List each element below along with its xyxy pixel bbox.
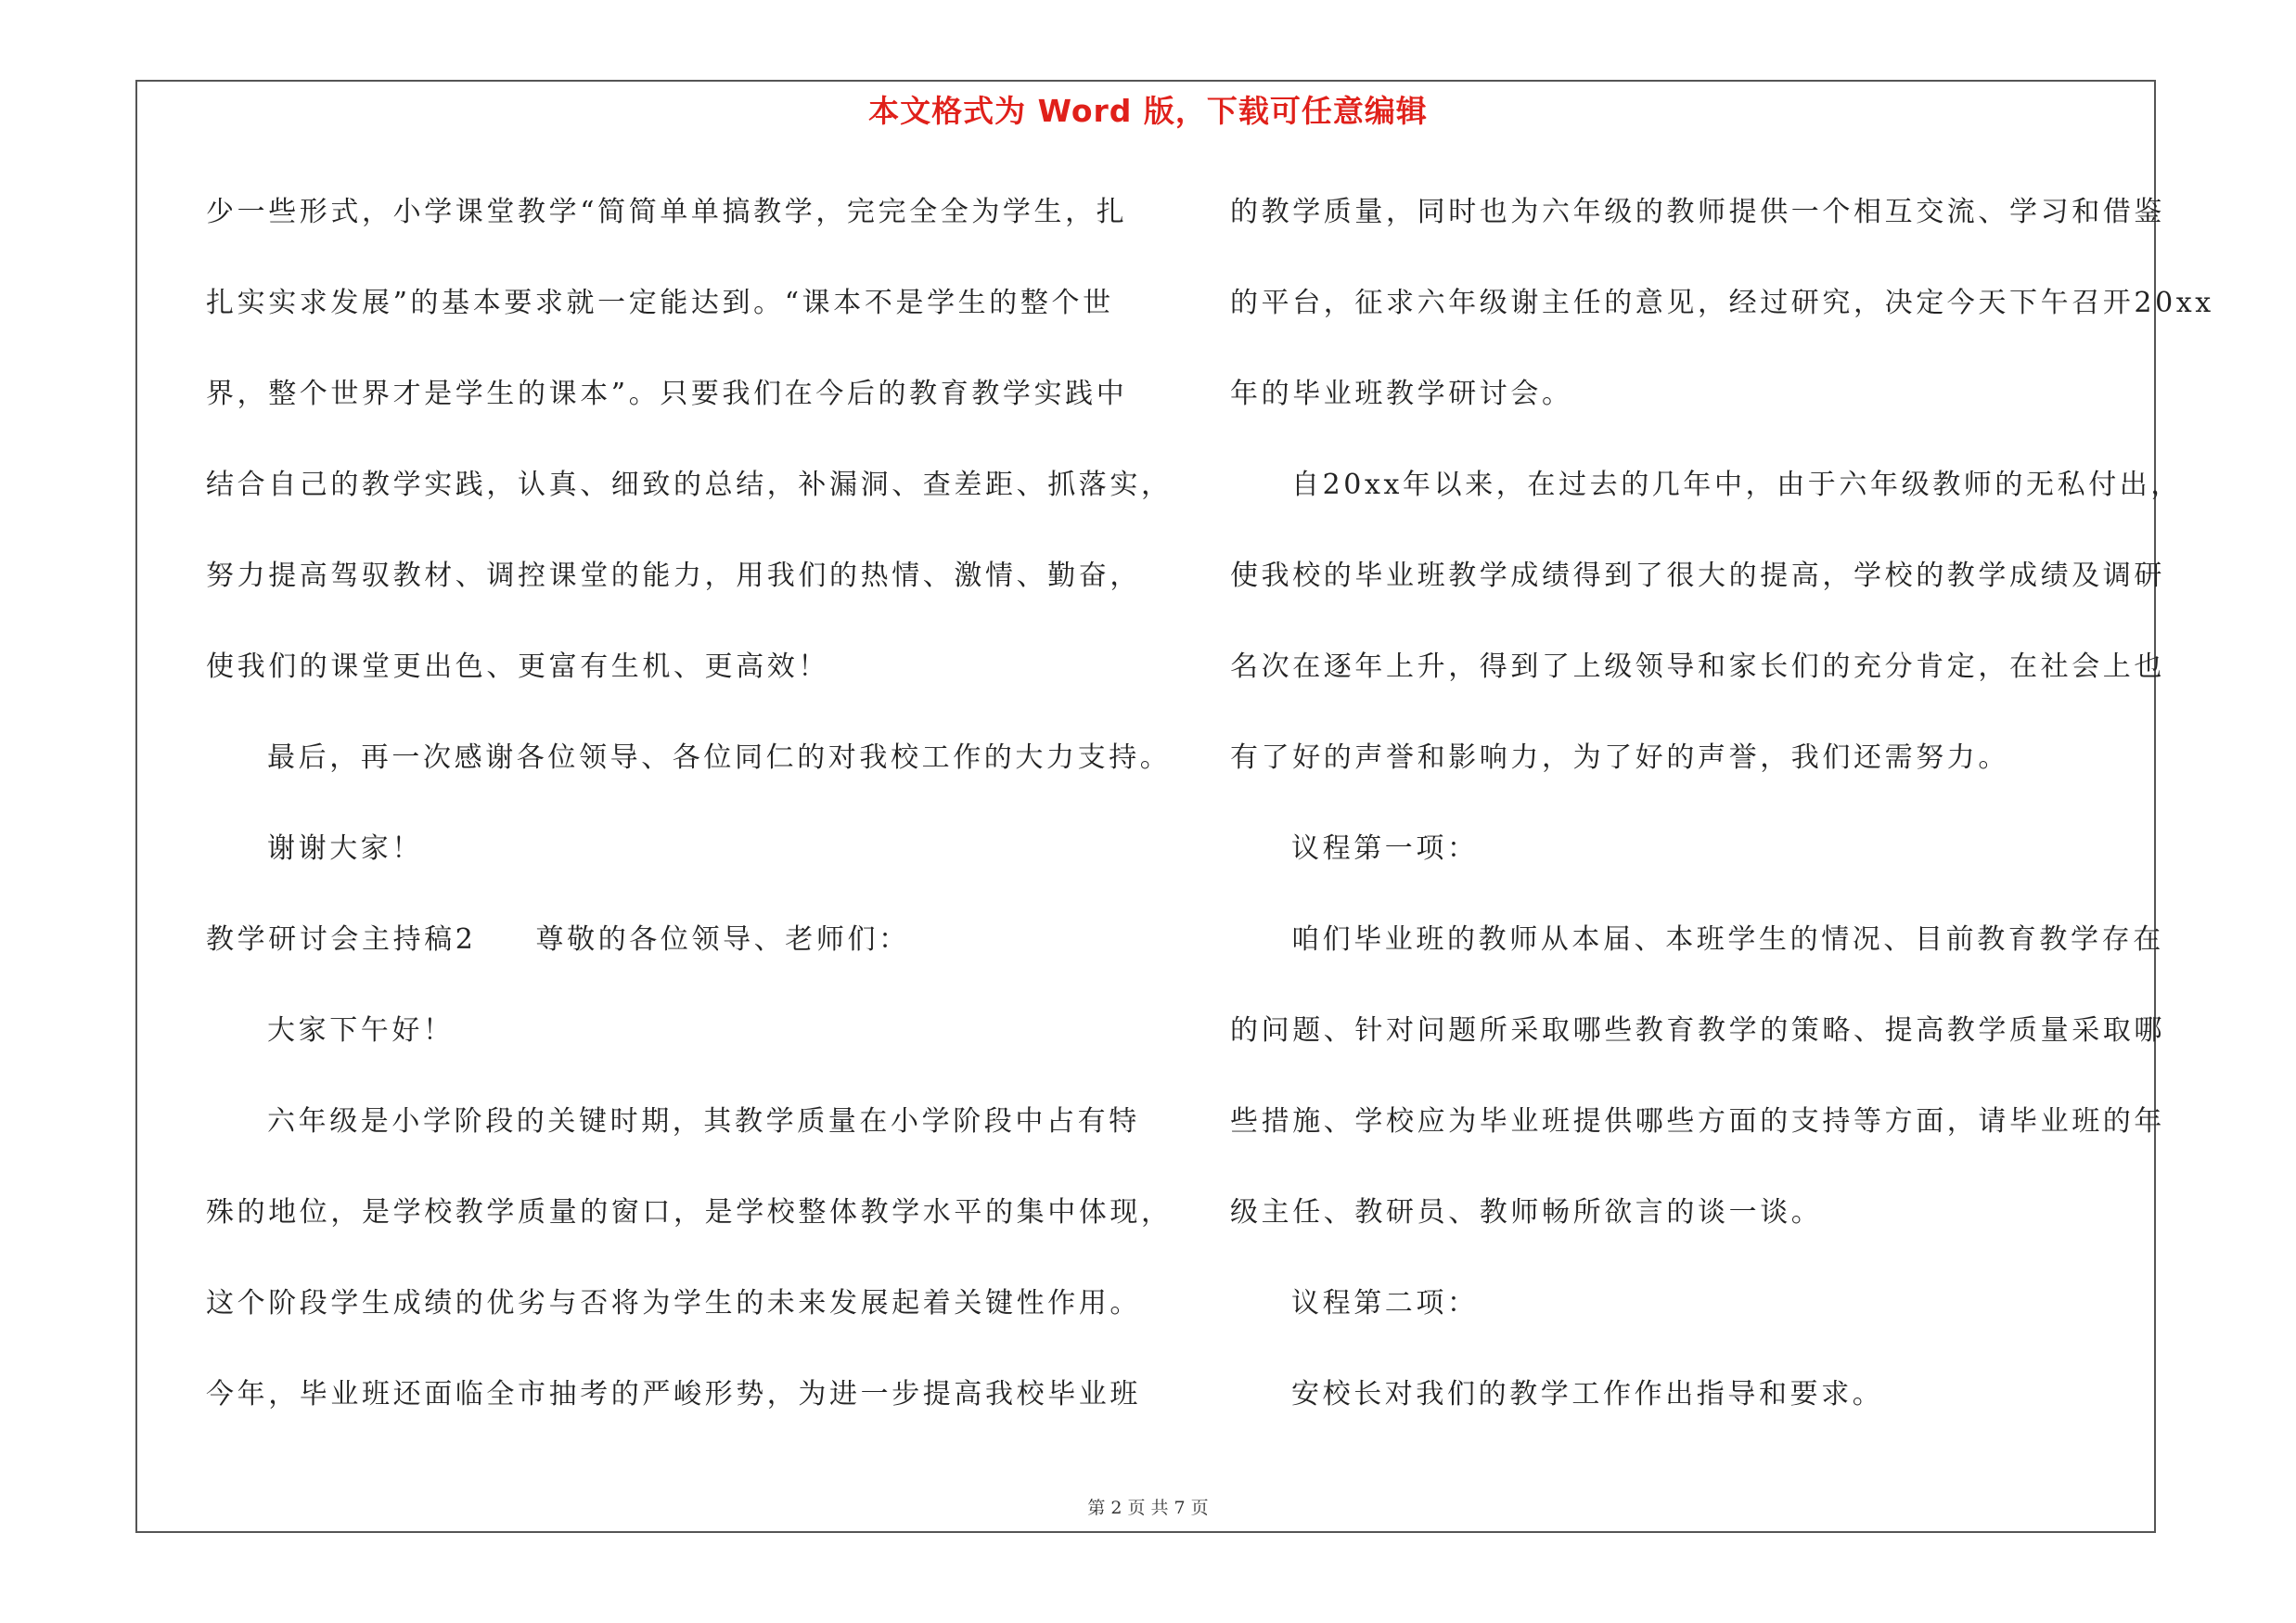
section-title: 教学研讨会主持稿2 bbox=[206, 923, 477, 956]
paragraph-line: 级主任、教研员、教师畅所欲言的谈一谈。 bbox=[1230, 1196, 1823, 1229]
paragraph-line: 六年级是小学阶段的关键时期，其教学质量在小学阶段中占有特 bbox=[267, 1105, 1140, 1138]
paragraph-line: 些措施、学校应为毕业班提供哪些方面的支持等方面，请毕业班的年 bbox=[1230, 1105, 2165, 1138]
paragraph-line: 自20xx年以来，在过去的几年中，由于六年级教师的无私付出， bbox=[1291, 469, 2183, 501]
paragraph-line: 的平台，征求六年级谢主任的意见，经过研究，决定今天下午召开20xx bbox=[1230, 287, 2214, 319]
right-column bbox=[1230, 182, 2214, 1455]
paragraph-line: 大家下午好！ bbox=[267, 1014, 455, 1047]
salutation: 尊敬的各位领导、老师们： bbox=[535, 923, 910, 956]
paragraph-line: 使我校的毕业班教学成绩得到了很大的提高，学校的教学成绩及调研 bbox=[1230, 560, 2165, 592]
left-column bbox=[206, 182, 1173, 1455]
paragraph-line: 的教学质量，同时也为六年级的教师提供一个相互交流、学习和借鉴 bbox=[1230, 196, 2165, 228]
section-heading-line bbox=[206, 909, 1143, 1000]
paragraph-line: 咱们毕业班的教师从本届、本班学生的情况、目前教育教学存在 bbox=[1291, 923, 2164, 956]
paragraph-line: 扎实实求发展”的基本要求就一定能达到。“课本不是学生的整个世 bbox=[206, 287, 1114, 319]
paragraph-line: 今年，毕业班还面临全市抽考的严峻形势，为进一步提高我校毕业班 bbox=[206, 1378, 1141, 1410]
paragraph-line: 年的毕业班教学研讨会。 bbox=[1230, 378, 1573, 410]
paragraph-line: 安校长对我们的教学工作作出指导和要求。 bbox=[1291, 1378, 1884, 1410]
header-banner: 本文格式为 Word 版，下载可任意编辑 bbox=[868, 93, 1428, 129]
agenda-heading: 议程第二项： bbox=[1291, 1287, 1479, 1320]
paragraph-line: 最后，再一次感谢各位领导、各位同仁的对我校工作的大力支持。 bbox=[267, 741, 1172, 774]
paragraph-line: 少一些形式，小学课堂教学“简简单单搞教学，完完全全为学生，扎 bbox=[206, 196, 1128, 228]
paragraph-line: 使我们的课堂更出色、更富有生机、更高效！ bbox=[206, 650, 829, 683]
paragraph-line: 界，整个世界才是学生的课本”。只要我们在今后的教育教学实践中 bbox=[206, 378, 1128, 410]
paragraph-line: 的问题、针对问题所采取哪些教育教学的策略、提高教学质量采取哪 bbox=[1230, 1014, 2165, 1047]
paragraph-line: 努力提高驾驭教材、调控课堂的能力，用我们的热情、激情、勤奋， bbox=[206, 560, 1141, 592]
paragraph-line: 名次在逐年上升，得到了上级领导和家长们的充分肯定，在社会上也 bbox=[1230, 650, 2165, 683]
paragraph-line: 这个阶段学生成绩的优劣与否将为学生的未来发展起着关键性作用。 bbox=[206, 1287, 1141, 1320]
paragraph-line: 结合自己的教学实践，认真、细致的总结，补漏洞、查差距、抓落实， bbox=[206, 469, 1173, 501]
paragraph-line: 谢谢大家！ bbox=[267, 832, 423, 865]
paragraph-line: 有了好的声誉和影响力，为了好的声誉，我们还需努力。 bbox=[1230, 741, 2009, 774]
page-indicator: 第 2 页 共 7 页 bbox=[1087, 1498, 1209, 1518]
agenda-heading: 议程第一项： bbox=[1291, 832, 1479, 865]
paragraph-line: 殊的地位，是学校教学质量的窗口，是学校整体教学水平的集中体现， bbox=[206, 1196, 1173, 1229]
